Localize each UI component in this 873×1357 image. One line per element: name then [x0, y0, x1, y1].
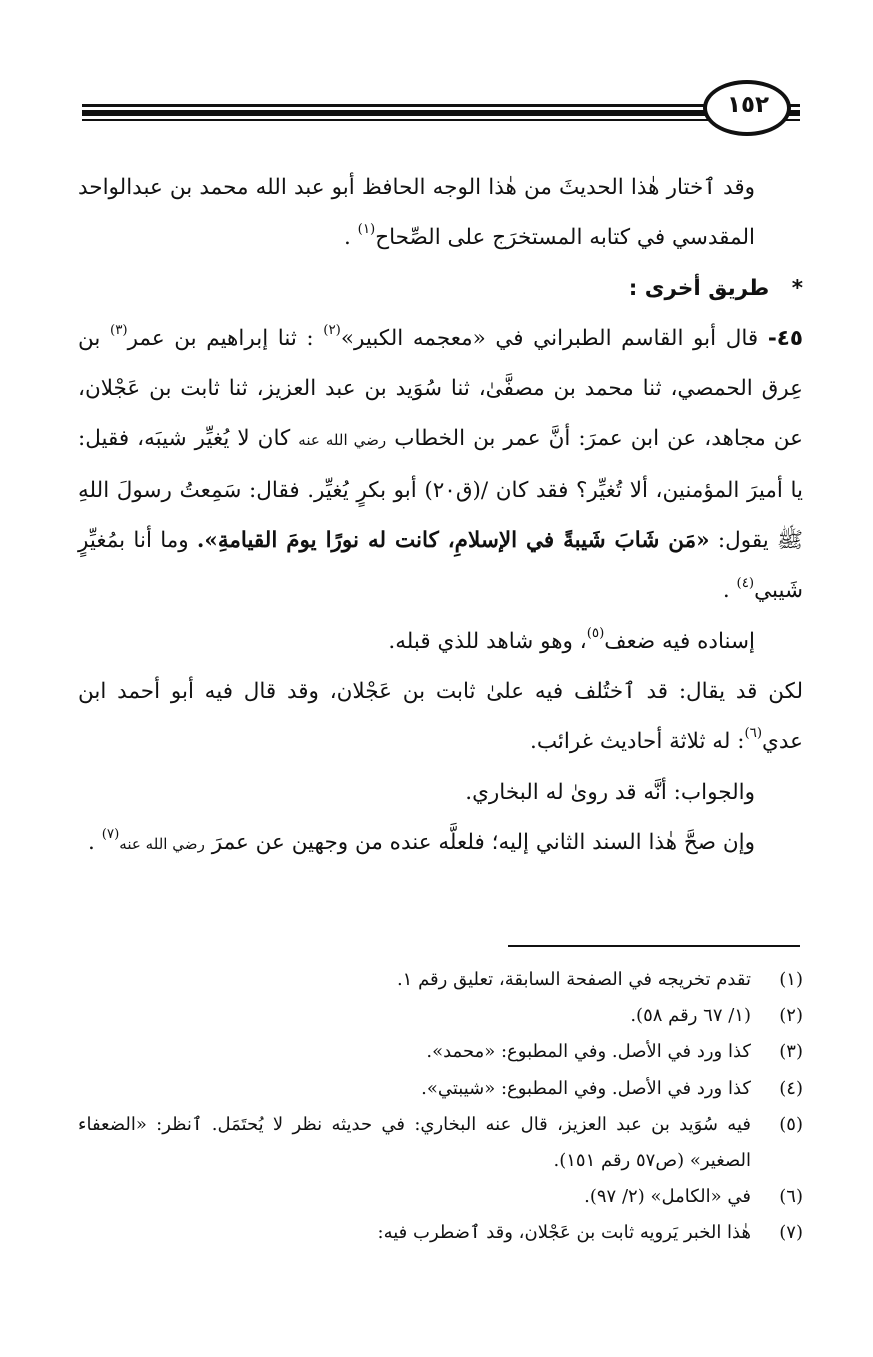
footnote [78, 998, 803, 1034]
footnote-text: فيه سُوَيد بن عبد العزيز، قال عنه البخاري: في حديثه نظر لا يُحتَمَل. ٱنظر: «الضعفاء الصغير» (ص٥٧ رقم ١٥١). [78, 1113, 751, 1172]
page-number: ١٥٢ [726, 92, 770, 118]
paragraph-text: ، وهو شاهد للذي قبله. [388, 628, 587, 654]
hadith-text: : ثنا إبراهيم بن عمر [127, 325, 314, 351]
punctuation: . [722, 578, 730, 604]
hadith-number: ٤٥- [767, 325, 803, 351]
heading-text: طريق أخرى : [628, 275, 770, 301]
punctuation: . [88, 829, 95, 855]
footnote-number: (٤) [779, 1077, 803, 1099]
footnote-separator [508, 945, 800, 947]
footnote-number: (٥) [779, 1113, 803, 1135]
closing-paragraph [78, 818, 803, 869]
paragraph-text: وقد ٱختار هٰذا الحديثَ من هٰذا الوجه الحافظ أبو عبد الله محمد بن عبدالواحد المقدسي في كتابه المستخرَج على الصِّحاح [78, 175, 755, 251]
footnote-number: (٢) [779, 1005, 803, 1027]
footnote-text: هٰذا الخبر يَرويه ثابت بن عَجْلان، وقد ٱضطرب فيه: [377, 1222, 751, 1244]
footnotes [78, 962, 803, 1252]
footnote-text: تقدم تخريجه في الصفحة السابقة، تعليق رقم ١. [396, 969, 751, 990]
footnote-number: (١) [779, 969, 803, 990]
footnote-ref: (٦) [744, 726, 763, 742]
footnote [78, 1034, 803, 1070]
footnote [78, 1179, 803, 1215]
honorific-glyph: ﷺ [777, 528, 803, 554]
footnote [78, 962, 803, 998]
main-text [78, 163, 803, 869]
paragraph-intro [78, 163, 803, 264]
footnote-ref: (٢) [323, 323, 341, 339]
footnote-ref: (٧) [101, 827, 120, 843]
footnote-text: (١/ ٦٧ رقم ٥٨). [630, 1005, 751, 1027]
hadith-text: وما أنا بمُغيِّرٍ شَيبي [78, 528, 803, 604]
page-number-badge [693, 80, 803, 140]
isnad-paragraph [78, 617, 803, 667]
heading-star-icon: * [791, 275, 803, 301]
answer-paragraph [78, 768, 803, 818]
paragraph-text: وإن صحَّ هٰذا السند الثاني إليه؛ فلعلَّه عنده من وجهين عن عمرَ [211, 829, 755, 855]
paragraph-text: إسناده فيه ضعف [604, 628, 755, 654]
footnote [78, 1071, 803, 1107]
hadith-paragraph [78, 314, 803, 617]
hadith-quote: «مَن شَابَ شَيبةً في الإسلامِ، كانت له نورًا يومَ القيامةِ». [196, 528, 710, 554]
footnote-ref: (٤) [736, 575, 755, 591]
hadith-text: كان لا يُغيِّر شيبَه، فقيل: يا أميرَ المؤمنين، ألا تُغيِّر؟ فقد كان /(ق٢٠) أبو بكرٍ يُغيِّر. فقال: سَمِعتُ رسولَ اللهِ [78, 426, 803, 503]
punctuation: . [343, 225, 351, 251]
honorific-glyph: رضي الله عنه [119, 834, 205, 853]
hadith-text: بن عِرق الحمصي، ثنا محمد بن مصفَّىٰ، ثنا سُوَيد بن عبد العزيز، ثنا ثابت بن عَجْلان، عن مجاهد، عن ابن عمرَ: أنَّ عمر بن الخطاب [78, 325, 803, 452]
paragraph-text: والجواب: أنَّه قد روىٰ له البخاري. [465, 779, 755, 805]
footnote [78, 1215, 803, 1251]
paragraph-text: : له ثلاثة أحاديث غرائب. [529, 729, 745, 755]
footnote-ref: (٣) [109, 323, 128, 339]
footnote-ref: (١) [357, 222, 376, 238]
honorific-glyph: رضي الله عنه [298, 431, 387, 450]
footnote-text: في «الكامل» (٢/ ٩٧). [584, 1186, 751, 1208]
footnote-ref: (٥) [586, 625, 605, 641]
footnote [78, 1107, 803, 1179]
footnote-text: كذا ورد في الأصل. وفي المطبوع: «محمد». [426, 1041, 751, 1063]
hadith-text: يقول: [717, 528, 769, 554]
hadith-text: قال أبو القاسم الطبراني في «معجمه الكبير» [340, 325, 759, 351]
objection-paragraph [78, 667, 803, 768]
footnote-number: (٧) [779, 1222, 803, 1244]
paragraph-text: لكن قد يقال: قد ٱختُلف فيه علىٰ ثابت بن عَجْلان، وقد قال فيه أبو أحمد ابن عدي [78, 678, 803, 755]
footnote-text: كذا ورد في الأصل. وفي المطبوع: «شيبتي». [421, 1077, 751, 1099]
footnote-number: (٣) [779, 1041, 803, 1063]
footnote-number: (٦) [779, 1186, 803, 1208]
section-heading [78, 264, 803, 314]
